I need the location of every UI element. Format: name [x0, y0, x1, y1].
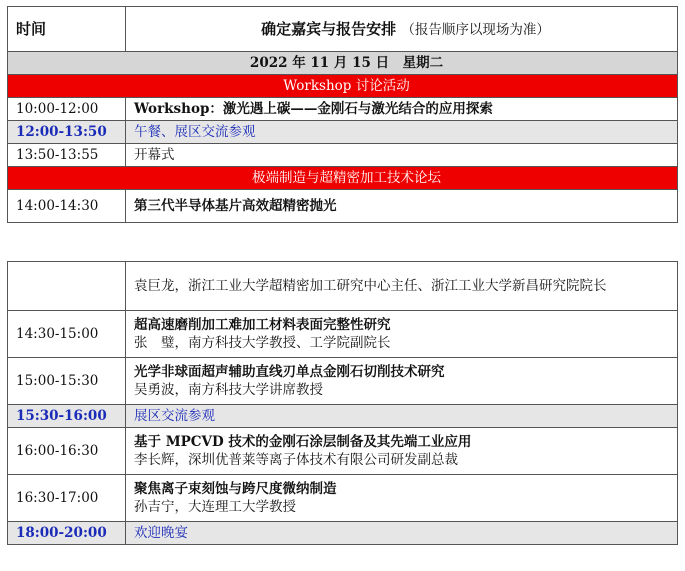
- speaker: 孙吉宁，大连理工大学教授: [134, 499, 296, 515]
- date-row: [8, 52, 678, 75]
- time-cell: 13:50-13:55: [8, 144, 126, 167]
- content-cell: 午餐、展区交流参观: [126, 121, 678, 144]
- time-cell: 12:00-13:50: [8, 121, 126, 144]
- speaker-cell: 袁巨龙，浙江工业大学超精密加工研究中心主任、浙江工业大学新昌研究院院长: [126, 262, 678, 311]
- schedule-table-2: [7, 261, 678, 545]
- time-cell: 15:30-16:00: [8, 405, 126, 428]
- time-cell: 16:00-16:30: [8, 428, 126, 475]
- content-cell: [126, 475, 678, 522]
- page-title: [126, 7, 678, 52]
- table-row-continuation: [8, 262, 678, 311]
- section-title-workshop: Workshop 讨论活动: [8, 75, 678, 98]
- time-cell: 14:30-15:00: [8, 311, 126, 358]
- time-column-header: 时间: [8, 7, 126, 52]
- table-row: [8, 190, 678, 223]
- table-row: [8, 121, 678, 144]
- content-cell: 欢迎晚宴: [126, 522, 678, 545]
- talk-title: 超高速磨削加工难加工材料表面完整性研究: [134, 317, 391, 333]
- speaker: 吴勇波，南方科技大学讲席教授: [134, 382, 323, 398]
- header-row: [8, 7, 678, 52]
- content-cell: Workshop：激光遇上碳——金刚石与激光结合的应用探索: [126, 98, 678, 121]
- content-cell: [126, 428, 678, 475]
- time-cell: 18:00-20:00: [8, 522, 126, 545]
- time-cell: 10:00-12:00: [8, 98, 126, 121]
- schedule-table-1: [7, 6, 678, 223]
- content-cell: 第三代半导体基片高效超精密抛光: [126, 190, 678, 223]
- section-title-forum: 极端制造与超精密加工技术论坛: [8, 167, 678, 190]
- section-workshop: [8, 75, 678, 98]
- content-cell: 开幕式: [126, 144, 678, 167]
- table-row: [8, 405, 678, 428]
- time-cell-empty: [8, 262, 126, 311]
- table-row: [8, 98, 678, 121]
- section-forum: [8, 167, 678, 190]
- title-note: （报告顺序以现场为准）: [401, 21, 550, 38]
- content-cell: 展区交流参观: [126, 405, 678, 428]
- table-row: [8, 358, 678, 405]
- title-text: 确定嘉宾与报告安排: [261, 19, 397, 38]
- table-row: [8, 522, 678, 545]
- talk-title: 光学非球面超声辅助直线刃单点金刚石切削技术研究: [134, 364, 445, 380]
- table-row: [8, 475, 678, 522]
- table-row: [8, 144, 678, 167]
- content-cell: [126, 358, 678, 405]
- talk-title: 基于 MPCVD 技术的金刚石涂层制备及其先端工业应用: [134, 434, 472, 450]
- speaker: 李长辉，深圳优普莱等离子体技术有限公司研发副总裁: [134, 452, 458, 468]
- speaker: 张 璧，南方科技大学教授、工学院副院长: [134, 335, 391, 351]
- time-cell: 14:00-14:30: [8, 190, 126, 223]
- table-row: [8, 311, 678, 358]
- time-cell: 15:00-15:30: [8, 358, 126, 405]
- content-cell: [126, 311, 678, 358]
- talk-title: 聚焦离子束刻蚀与跨尺度微纳制造: [134, 481, 337, 497]
- table-row: [8, 428, 678, 475]
- date-text: 2022 年 11 月 15 日 星期二: [8, 52, 678, 75]
- time-cell: 16:30-17:00: [8, 475, 126, 522]
